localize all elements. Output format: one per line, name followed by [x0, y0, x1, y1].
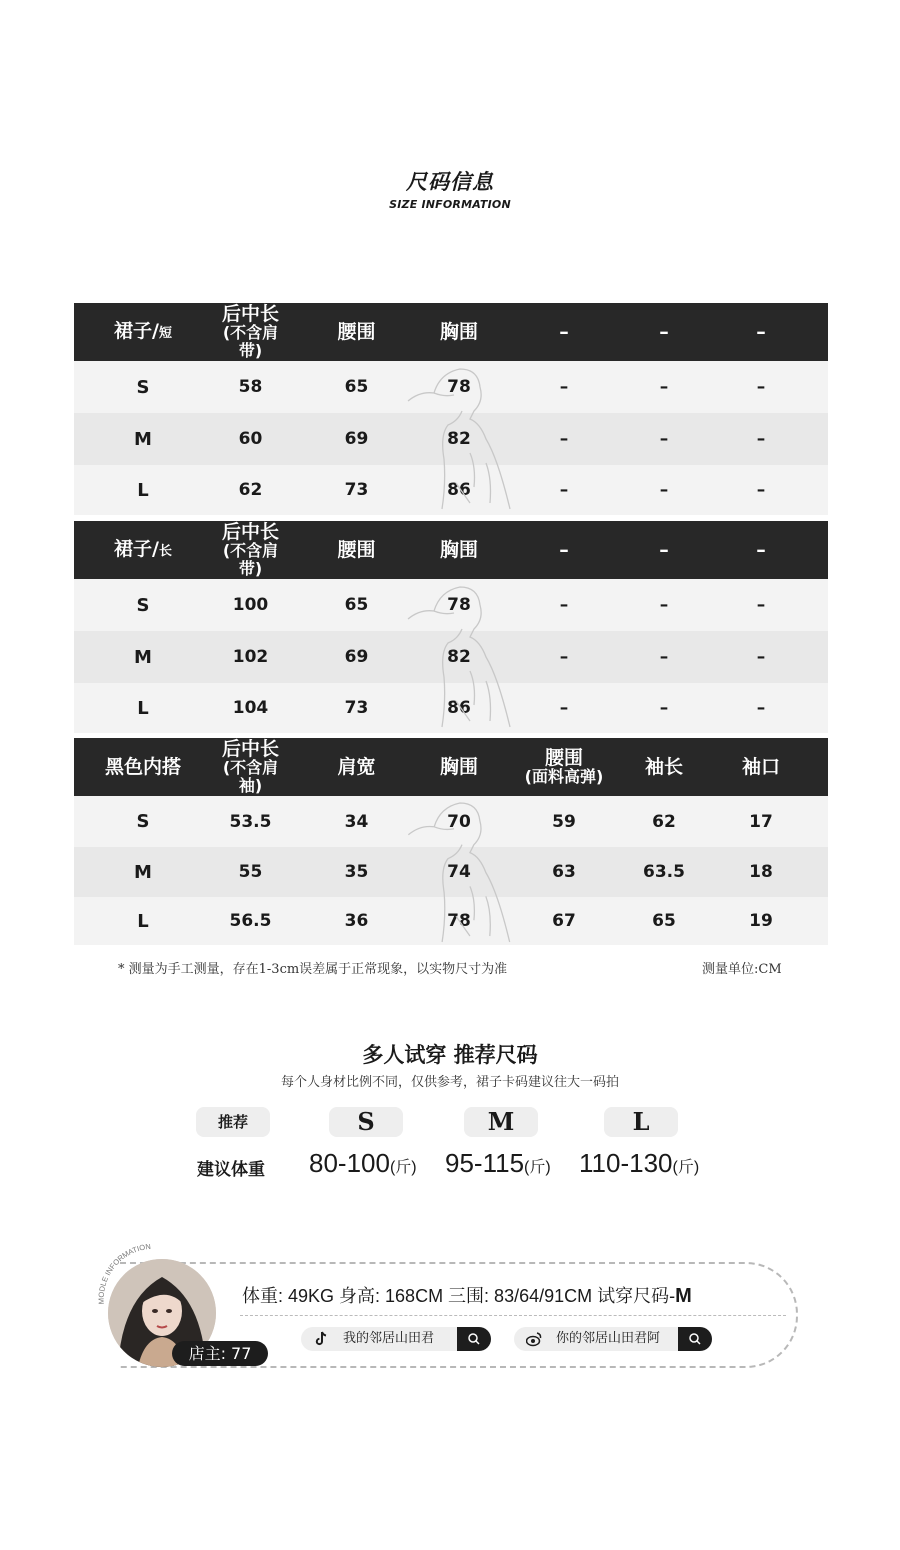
table-cell: –: [494, 465, 634, 515]
header-cell: 袖口: [694, 738, 828, 796]
header-cell: 袖长: [634, 738, 694, 796]
table-row: [74, 683, 828, 733]
table-row: [74, 579, 828, 631]
header-cell: 胸围: [424, 738, 494, 796]
title-en: SIZE INFORMATION: [389, 198, 511, 211]
table-cell: 18: [694, 847, 828, 897]
table-cell: 100: [212, 579, 289, 631]
table-cell: –: [494, 579, 634, 631]
weight-label: 建议体重: [197, 1160, 265, 1180]
table-cell: 55: [212, 847, 289, 897]
size-table-black-inner: [74, 738, 828, 945]
header-cell: 腰围: [289, 521, 424, 579]
table-cell: S: [74, 361, 212, 413]
table-cell: –: [634, 579, 694, 631]
table-cell: M: [74, 413, 212, 465]
header-cell: –: [634, 303, 694, 361]
table-cell: M: [74, 631, 212, 683]
size-pill-s: S: [329, 1107, 403, 1137]
table-row: [74, 897, 828, 945]
table-cell: 60: [212, 413, 289, 465]
table-row: [74, 796, 828, 847]
table-cell: M: [74, 847, 212, 897]
table-cell: –: [634, 413, 694, 465]
title-zh: 尺码信息: [406, 170, 494, 194]
header-cell: 后中长 (不含肩袖): [212, 738, 289, 796]
table-cell: 67: [494, 897, 634, 945]
recommend-label: 推荐: [196, 1107, 270, 1137]
table-cell: 69: [289, 413, 424, 465]
header-cell: –: [634, 521, 694, 579]
table-cell: 36: [289, 897, 424, 945]
header-cell: 后中长 (不含肩带): [212, 521, 289, 579]
table-cell: S: [74, 796, 212, 847]
table-cell: 86: [424, 465, 494, 515]
weibo-icon: [526, 1331, 542, 1347]
table-cell: –: [694, 361, 828, 413]
size-table-short-skirt: [74, 303, 828, 515]
table-cell: –: [634, 361, 694, 413]
table-cell: –: [694, 631, 828, 683]
table-cell: 17: [694, 796, 828, 847]
weight-l: 110-130(斤): [579, 1148, 700, 1178]
table-cell: –: [494, 413, 634, 465]
table-header: [74, 303, 828, 361]
header-cell: 黑色内搭: [74, 738, 212, 796]
header-cell: 裙子/长: [74, 521, 212, 579]
measurement-note: * 测量为手工测量，存在1-3cm误差属于正常现象，以实物尺寸为准: [118, 962, 508, 977]
model-stats: 体重: 49KG 身高: 168CM 三围: 83/64/91CM 试穿尺码-M: [242, 1285, 692, 1307]
table-cell: 58: [212, 361, 289, 413]
header-cell: –: [494, 303, 634, 361]
table-cell: L: [74, 465, 212, 515]
table-cell: 53.5: [212, 796, 289, 847]
table-cell: 74: [424, 847, 494, 897]
recommend-subtitle: 每个人身材比例不同，仅供参考，裙子卡码建议往大一码拍: [280, 1075, 619, 1090]
table-row: [74, 465, 828, 515]
table-cell: 78: [424, 897, 494, 945]
table-cell: 73: [289, 683, 424, 733]
table-cell: 56.5: [212, 897, 289, 945]
header-cell: 裙子/短: [74, 303, 212, 361]
table-cell: –: [634, 465, 694, 515]
table-row: [74, 413, 828, 465]
table-row: [74, 847, 828, 897]
size-pill-m: M: [464, 1107, 538, 1137]
page-title: [0, 166, 900, 211]
douyin-account[interactable]: [301, 1327, 491, 1351]
table-cell: –: [694, 465, 828, 515]
table-cell: 82: [424, 631, 494, 683]
table-cell: –: [634, 631, 694, 683]
header-cell: 胸围: [424, 303, 494, 361]
size-table-long-skirt: [74, 521, 828, 733]
douyin-search-button[interactable]: [457, 1327, 491, 1351]
size-pill-l: L: [604, 1107, 678, 1137]
tiktok-icon: [313, 1331, 329, 1347]
table-cell: –: [694, 413, 828, 465]
table-cell: 34: [289, 796, 424, 847]
weibo-handle: 你的邻居山田君阿: [556, 1331, 661, 1346]
table-cell: 35: [289, 847, 424, 897]
table-cell: –: [694, 579, 828, 631]
table-header: [74, 738, 828, 796]
weibo-search-button[interactable]: [678, 1327, 712, 1351]
svg-text:MODLE INFORMATION: MODLE INFORMATION: [96, 1244, 152, 1305]
header-cell: 后中长 (不含肩带): [212, 303, 289, 361]
table-cell: 104: [212, 683, 289, 733]
header-cell: 胸围: [424, 521, 494, 579]
table-cell: 70: [424, 796, 494, 847]
divider: [240, 1315, 786, 1316]
table-cell: S: [74, 579, 212, 631]
table-cell: –: [494, 631, 634, 683]
table-cell: 82: [424, 413, 494, 465]
header-cell: –: [694, 521, 828, 579]
table-cell: –: [634, 683, 694, 733]
weibo-account[interactable]: [514, 1327, 712, 1351]
table-cell: L: [74, 683, 212, 733]
search-icon: [457, 1327, 491, 1351]
table-row: [74, 361, 828, 413]
table-cell: 78: [424, 579, 494, 631]
table-cell: 65: [289, 361, 424, 413]
table-cell: 102: [212, 631, 289, 683]
table-cell: 65: [289, 579, 424, 631]
shop-owner-badge: 店主: 77: [172, 1341, 268, 1366]
table-cell: 86: [424, 683, 494, 733]
table-cell: 78: [424, 361, 494, 413]
table-row: [74, 631, 828, 683]
table-cell: 62: [212, 465, 289, 515]
table-header: [74, 521, 828, 579]
table-cell: 19: [694, 897, 828, 945]
table-cell: 69: [289, 631, 424, 683]
header-cell: 腰围: [289, 303, 424, 361]
table-cell: 65: [634, 897, 694, 945]
table-cell: 63.5: [634, 847, 694, 897]
table-cell: –: [694, 683, 828, 733]
table-cell: L: [74, 897, 212, 945]
table-cell: –: [494, 361, 634, 413]
search-icon: [678, 1327, 712, 1351]
weight-s: 80-100(斤): [309, 1148, 417, 1178]
table-cell: –: [494, 683, 634, 733]
table-cell: 63: [494, 847, 634, 897]
table-cell: 73: [289, 465, 424, 515]
header-cell: 肩宽: [289, 738, 424, 796]
header-cell: –: [494, 521, 634, 579]
header-cell: 腰围 (面料高弹): [494, 738, 634, 796]
recommend-title: 多人试穿 推荐尺码: [362, 1042, 538, 1067]
table-cell: 62: [634, 796, 694, 847]
measurement-unit: 测量单位:CM: [702, 962, 782, 977]
header-cell: –: [694, 303, 828, 361]
weight-m: 95-115(斤): [445, 1148, 551, 1178]
douyin-handle: 我的邻居山田君: [343, 1331, 435, 1346]
table-cell: 59: [494, 796, 634, 847]
